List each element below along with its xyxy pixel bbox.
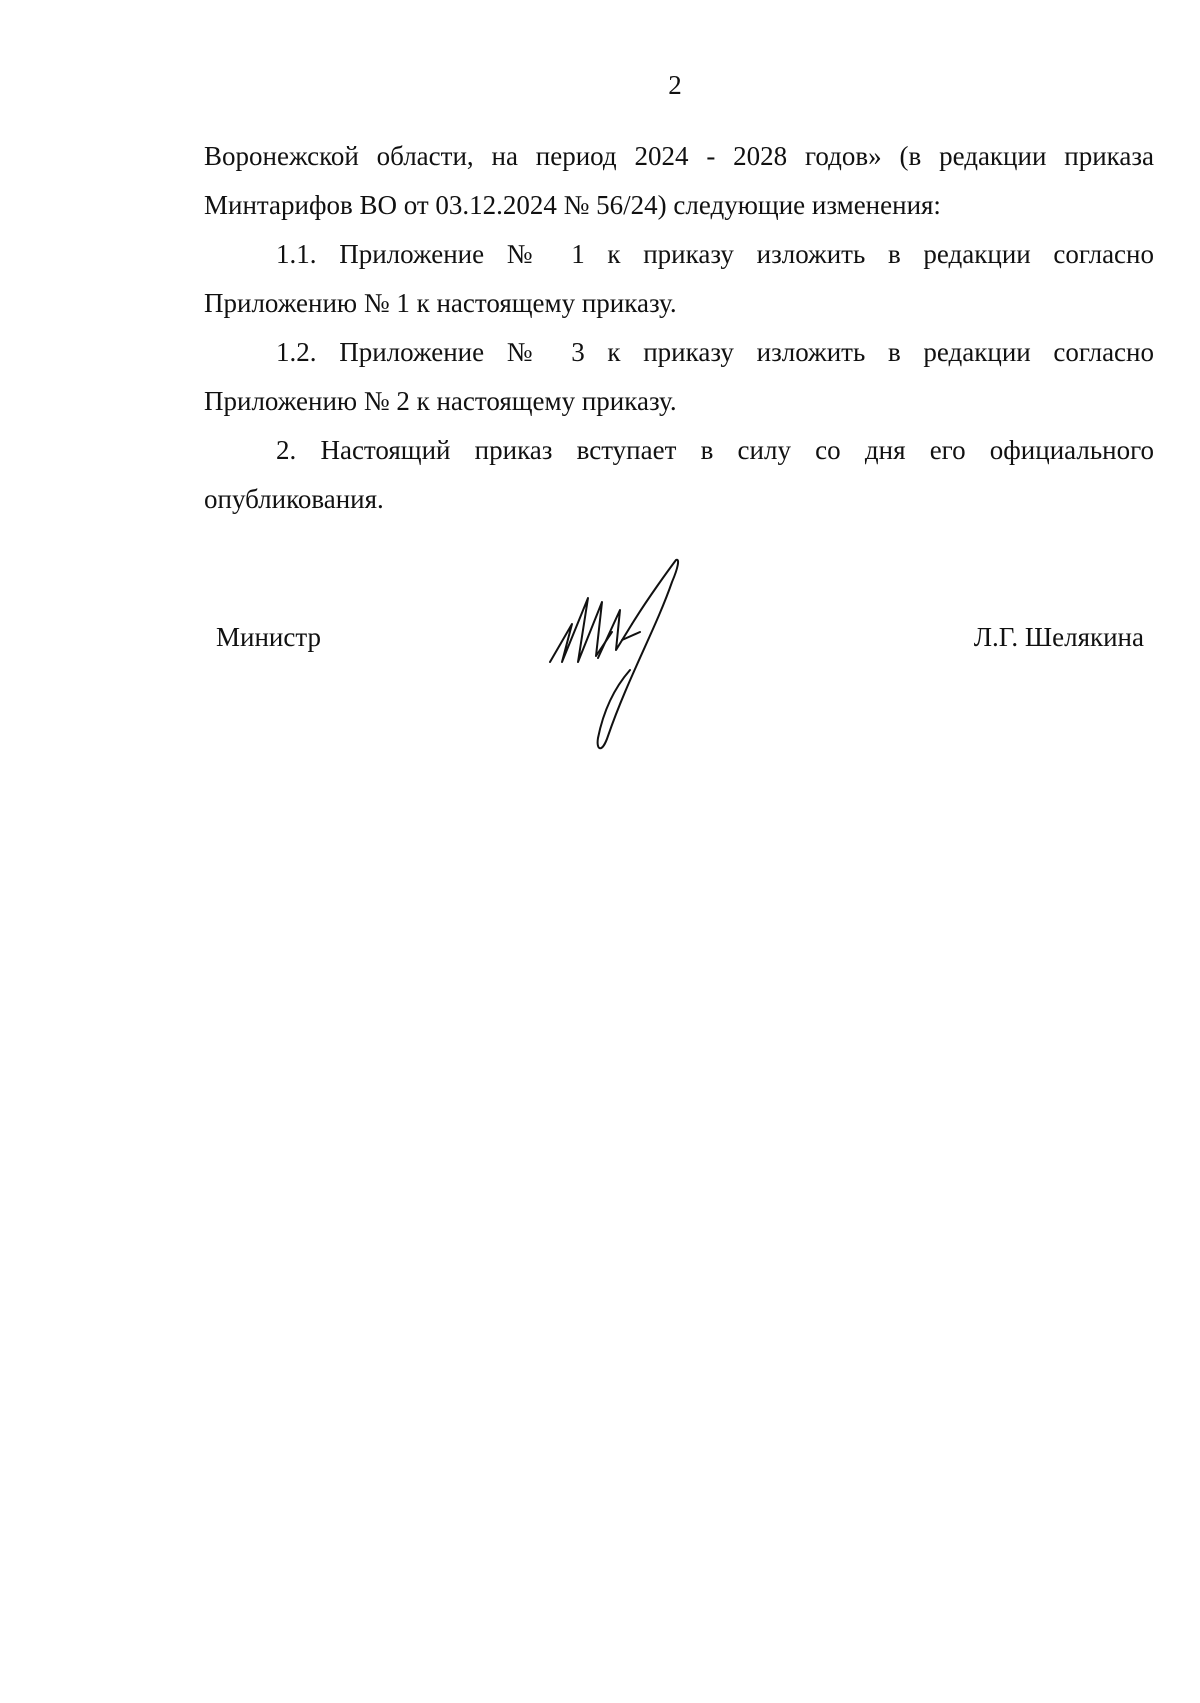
handwritten-signature xyxy=(548,558,708,758)
document-body xyxy=(204,132,1154,524)
paragraph-item-1-1: 1.1. Приложение № 1 к приказу изложить в редакции согласно Приложению № 1 к настоящему приказу. xyxy=(204,239,1154,318)
paragraph-continuation: Воронежской области, на период 2024 - 2028 годов» (в редакции приказа Минтарифов ВО от 03.12.2024 № 56/24) следующие изменения: xyxy=(204,141,1154,220)
paragraph-item-1-2: 1.2. Приложение № 3 к приказу изложить в редакции согласно Приложению № 2 к настоящему приказу. xyxy=(204,337,1154,416)
signer-name: Л.Г. Шелякина xyxy=(973,622,1144,652)
page-number: 2 xyxy=(668,70,682,100)
signer-title: Министр xyxy=(216,622,321,652)
signature-block xyxy=(0,620,1200,770)
paragraph-item-2: 2. Настоящий приказ вступает в силу со дня его официального опубликования. xyxy=(204,435,1154,514)
